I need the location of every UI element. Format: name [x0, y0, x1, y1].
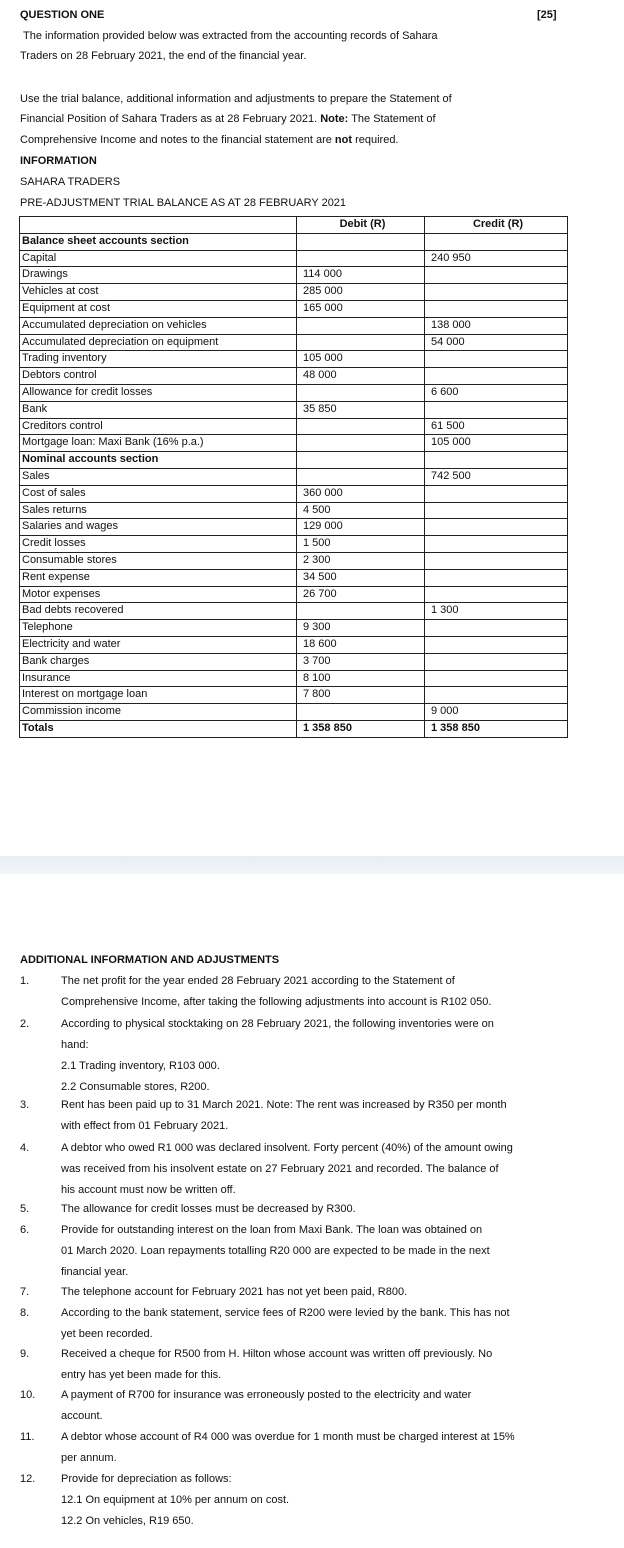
credit-cell: 138 000: [425, 317, 568, 334]
credit-cell: 54 000: [425, 334, 568, 351]
table-row: [20, 435, 568, 452]
account-name-cell: Accumulated depreciation on equipment: [20, 334, 297, 351]
question-marks: [25]: [537, 9, 557, 21]
debit-cell: 9 300: [297, 620, 425, 637]
debit-cell: 18 600: [297, 636, 425, 653]
debit-cell: [297, 468, 425, 485]
debit-cell: 7 800: [297, 687, 425, 704]
debit-cell: 34 500: [297, 569, 425, 586]
account-name-cell: Allowance for credit losses: [20, 384, 297, 401]
table-row: [20, 502, 568, 519]
credit-cell: [425, 569, 568, 586]
debit-cell: [297, 704, 425, 721]
credit-cell: [425, 552, 568, 569]
credit-cell: [425, 452, 568, 469]
adjustment-line: The allowance for credit losses must be decreased by R300.: [61, 1203, 356, 1215]
adjustment-line: with effect from 01 February 2021.: [61, 1120, 229, 1132]
table-row: [20, 401, 568, 418]
adjustment-line: 12.2 On vehicles, R19 650.: [61, 1515, 194, 1527]
account-name-cell: Consumable stores: [20, 552, 297, 569]
page-separator: [0, 856, 624, 874]
adjustment-line: 01 March 2020. Loan repayments totalling R20 000 are expected to be made in the next: [61, 1245, 490, 1257]
business-name: SAHARA TRADERS: [20, 176, 121, 188]
instruction-note-label: Note:: [320, 113, 349, 125]
account-name-cell: Credit losses: [20, 536, 297, 553]
credit-column-header: Credit (R): [425, 217, 568, 234]
table-row: [20, 620, 568, 637]
adjustment-line: his account must now be written off.: [61, 1184, 236, 1196]
debit-cell: 1 358 850: [297, 720, 425, 737]
table-row: [20, 519, 568, 536]
adjustment-item: [61, 1220, 571, 1283]
debit-cell: [297, 334, 425, 351]
adjustment-line: Provide for depreciation as follows:: [61, 1473, 232, 1485]
account-name-cell: Nominal accounts section: [20, 452, 297, 469]
intro-line-1: The information provided below was extracted from the accounting records of Sahara: [23, 30, 438, 42]
table-row: [20, 368, 568, 385]
credit-cell: [425, 620, 568, 637]
debit-cell: 48 000: [297, 368, 425, 385]
account-name-cell: Balance sheet accounts section: [20, 233, 297, 250]
table-row: [20, 300, 568, 317]
account-name-cell: Totals: [20, 720, 297, 737]
account-name-cell: Insurance: [20, 670, 297, 687]
debit-cell: [297, 233, 425, 250]
debit-cell: [297, 317, 425, 334]
account-name-cell: Vehicles at cost: [20, 284, 297, 301]
table-row: [20, 586, 568, 603]
table-row: [20, 384, 568, 401]
adjustment-line: Comprehensive Income, after taking the following adjustments into account is R102 050.: [61, 996, 492, 1008]
adjustment-number: 5.: [20, 1203, 30, 1215]
credit-cell: [425, 351, 568, 368]
adjustment-line: account.: [61, 1410, 103, 1422]
adjustment-line: A payment of R700 for insurance was erroneously posted to the electricity and water: [61, 1389, 472, 1401]
adjustment-number: 2.: [20, 1018, 30, 1030]
credit-cell: [425, 267, 568, 284]
table-row: [20, 334, 568, 351]
adjustment-line: financial year.: [61, 1266, 129, 1278]
account-name-cell: Debtors control: [20, 368, 297, 385]
page-two: [0, 874, 624, 1548]
debit-cell: [297, 435, 425, 452]
debit-cell: [297, 452, 425, 469]
adjustment-number: 4.: [20, 1142, 30, 1154]
table-row: [20, 704, 568, 721]
account-name-cell: Creditors control: [20, 418, 297, 435]
instruction-not-emphasis: not: [334, 134, 353, 146]
account-name-cell: Commission income: [20, 704, 297, 721]
account-name-cell: Motor expenses: [20, 586, 297, 603]
additional-info-heading: ADDITIONAL INFORMATION AND ADJUSTMENTS: [20, 954, 280, 966]
adjustment-line: entry has yet been made for this.: [61, 1369, 222, 1381]
account-name-cell: Rent expense: [20, 569, 297, 586]
adjustment-line: yet been recorded.: [61, 1328, 153, 1340]
credit-cell: [425, 653, 568, 670]
account-name-cell: Bank charges: [20, 653, 297, 670]
adjustment-number: 11.: [20, 1431, 35, 1443]
adjustment-line: According to the bank statement, service fees of R200 were levied by the bank. This has not: [61, 1307, 510, 1319]
account-name-cell: Bank: [20, 401, 297, 418]
credit-cell: 1 300: [425, 603, 568, 620]
adjustment-line: Rent has been paid up to 31 March 2021. Note: The rent was increased by R350 per month: [61, 1099, 507, 1111]
credit-cell: 105 000: [425, 435, 568, 452]
adjustment-number: 10.: [20, 1389, 36, 1401]
debit-cell: 1 500: [297, 536, 425, 553]
adjustment-line: 12.1 On equipment at 10% per annum on cost.: [61, 1494, 290, 1506]
debit-cell: 114 000: [297, 267, 425, 284]
adjustment-line: 2.2 Consumable stores, R200.: [61, 1081, 210, 1093]
instruction-text: Comprehensive Income and notes to the financial statement are: [20, 134, 335, 146]
credit-cell: [425, 233, 568, 250]
account-name-cell: Accumulated depreciation on vehicles: [20, 317, 297, 334]
adjustment-item: [61, 1344, 571, 1386]
table-row: [20, 468, 568, 485]
debit-cell: 129 000: [297, 519, 425, 536]
credit-cell: [425, 687, 568, 704]
table-row: [20, 636, 568, 653]
adjustment-item: [61, 1385, 571, 1427]
adjustment-number: 7.: [20, 1286, 30, 1298]
account-name-cell: Cost of sales: [20, 485, 297, 502]
account-name-cell: Equipment at cost: [20, 300, 297, 317]
account-name-cell: Mortgage loan: Maxi Bank (16% p.a.): [20, 435, 297, 452]
instruction-text: required.: [352, 134, 399, 146]
adjustment-line: Provide for outstanding interest on the loan from Maxi Bank. The loan was obtained on: [61, 1224, 483, 1236]
debit-cell: [297, 250, 425, 267]
adjustment-item: [61, 1282, 571, 1303]
debit-cell: 165 000: [297, 300, 425, 317]
adjustment-line: A debtor who owed R1 000 was declared insolvent. Forty percent (40%) of the amount owing: [61, 1142, 513, 1154]
account-name-cell: Telephone: [20, 620, 297, 637]
credit-cell: [425, 502, 568, 519]
table-row: [20, 418, 568, 435]
table-row: [20, 351, 568, 368]
adjustment-number: 12.: [20, 1473, 36, 1485]
instruction-text: The Statement of: [348, 113, 436, 125]
credit-cell: [425, 485, 568, 502]
account-name-cell: Drawings: [20, 267, 297, 284]
adjustment-line: was received from his insolvent estate on 27 February 2021 and recorded. The balance of: [61, 1163, 499, 1175]
credit-cell: [425, 300, 568, 317]
debit-cell: [297, 603, 425, 620]
adjustment-number: 1.: [20, 975, 30, 987]
table-row: [20, 569, 568, 586]
credit-cell: [425, 519, 568, 536]
debit-cell: [297, 418, 425, 435]
credit-cell: [425, 586, 568, 603]
adjustment-item: [61, 971, 571, 1013]
account-name-cell: Bad debts recovered: [20, 603, 297, 620]
table-row: [20, 687, 568, 704]
debit-cell: 3 700: [297, 653, 425, 670]
adjustment-item: [61, 1427, 571, 1469]
account-name-cell: Capital: [20, 250, 297, 267]
adjustment-line: The net profit for the year ended 28 February 2021 according to the Statement of: [61, 975, 455, 987]
table-row: [20, 670, 568, 687]
adjustment-line: 2.1 Trading inventory, R103 000.: [61, 1060, 220, 1072]
credit-cell: 61 500: [425, 418, 568, 435]
debit-cell: 2 300: [297, 552, 425, 569]
debit-cell: 105 000: [297, 351, 425, 368]
debit-cell: 8 100: [297, 670, 425, 687]
adjustment-line: Received a cheque for R500 from H. Hilton whose account was written off previously. No: [61, 1348, 493, 1360]
adjustment-number: 3.: [20, 1099, 30, 1111]
credit-cell: [425, 401, 568, 418]
table-row: [20, 552, 568, 569]
debit-cell: 4 500: [297, 502, 425, 519]
debit-column-header: Debit (R): [297, 217, 425, 234]
credit-cell: [425, 368, 568, 385]
account-name-cell: Electricity and water: [20, 636, 297, 653]
debit-cell: [297, 384, 425, 401]
table-row: [20, 653, 568, 670]
adjustment-line: per annum.: [61, 1452, 117, 1464]
instruction-text: Financial Position of Sahara Traders as at 28 February 2021.: [20, 113, 321, 125]
adjustment-line: A debtor whose account of R4 000 was overdue for 1 month must be charged interest at 15%: [61, 1431, 515, 1443]
credit-cell: 9 000: [425, 704, 568, 721]
credit-cell: 1 358 850: [425, 720, 568, 737]
totals-row: [20, 720, 568, 737]
account-name-cell: Sales returns: [20, 502, 297, 519]
debit-cell: 26 700: [297, 586, 425, 603]
credit-cell: [425, 536, 568, 553]
adjustment-item: [61, 1199, 571, 1220]
credit-cell: [425, 284, 568, 301]
adjustment-line: hand:: [61, 1039, 89, 1051]
adjustment-item: [61, 1095, 571, 1137]
adjustment-number: 9.: [20, 1348, 30, 1360]
credit-cell: 742 500: [425, 468, 568, 485]
question-title: QUESTION ONE: [20, 9, 105, 21]
table-row: [20, 250, 568, 267]
table-row: [20, 536, 568, 553]
section-row: [20, 452, 568, 469]
adjustment-line: According to physical stocktaking on 28 February 2021, the following inventories were on: [61, 1018, 494, 1030]
adjustment-number: 6.: [20, 1224, 30, 1236]
adjustment-item: [61, 1014, 571, 1098]
debit-cell: 360 000: [297, 485, 425, 502]
credit-cell: [425, 670, 568, 687]
adjustment-item: [61, 1138, 571, 1201]
section-row: [20, 233, 568, 250]
credit-cell: 240 950: [425, 250, 568, 267]
adjustment-item: [61, 1303, 571, 1345]
information-heading: INFORMATION: [20, 155, 97, 167]
account-name-cell: Interest on mortgage loan: [20, 687, 297, 704]
table-row: [20, 485, 568, 502]
trial-balance-table: [19, 216, 568, 738]
adjustment-item: [61, 1469, 571, 1532]
table-row: [20, 284, 568, 301]
table-row: [20, 267, 568, 284]
table-header-row: [20, 217, 568, 234]
account-name-cell: Trading inventory: [20, 351, 297, 368]
intro-line-2: Traders on 28 February 2021, the end of the financial year.: [20, 50, 307, 62]
instruction-line-3: [20, 130, 399, 151]
table-row: [20, 317, 568, 334]
account-name-cell: Salaries and wages: [20, 519, 297, 536]
adjustment-line: The telephone account for February 2021 has not yet been paid, R800.: [61, 1286, 408, 1298]
adjustment-number: 8.: [20, 1307, 30, 1319]
account-name-cell: Sales: [20, 468, 297, 485]
instruction-line-2: [20, 109, 436, 130]
debit-cell: 285 000: [297, 284, 425, 301]
header-blank-cell: [20, 217, 297, 234]
debit-cell: 35 850: [297, 401, 425, 418]
table-row: [20, 603, 568, 620]
credit-cell: 6 600: [425, 384, 568, 401]
trial-balance-title: PRE-ADJUSTMENT TRIAL BALANCE AS AT 28 FEBRUARY 2021: [20, 197, 347, 209]
instruction-line-1: Use the trial balance, additional information and adjustments to prepare the Statement of: [20, 93, 452, 105]
credit-cell: [425, 636, 568, 653]
